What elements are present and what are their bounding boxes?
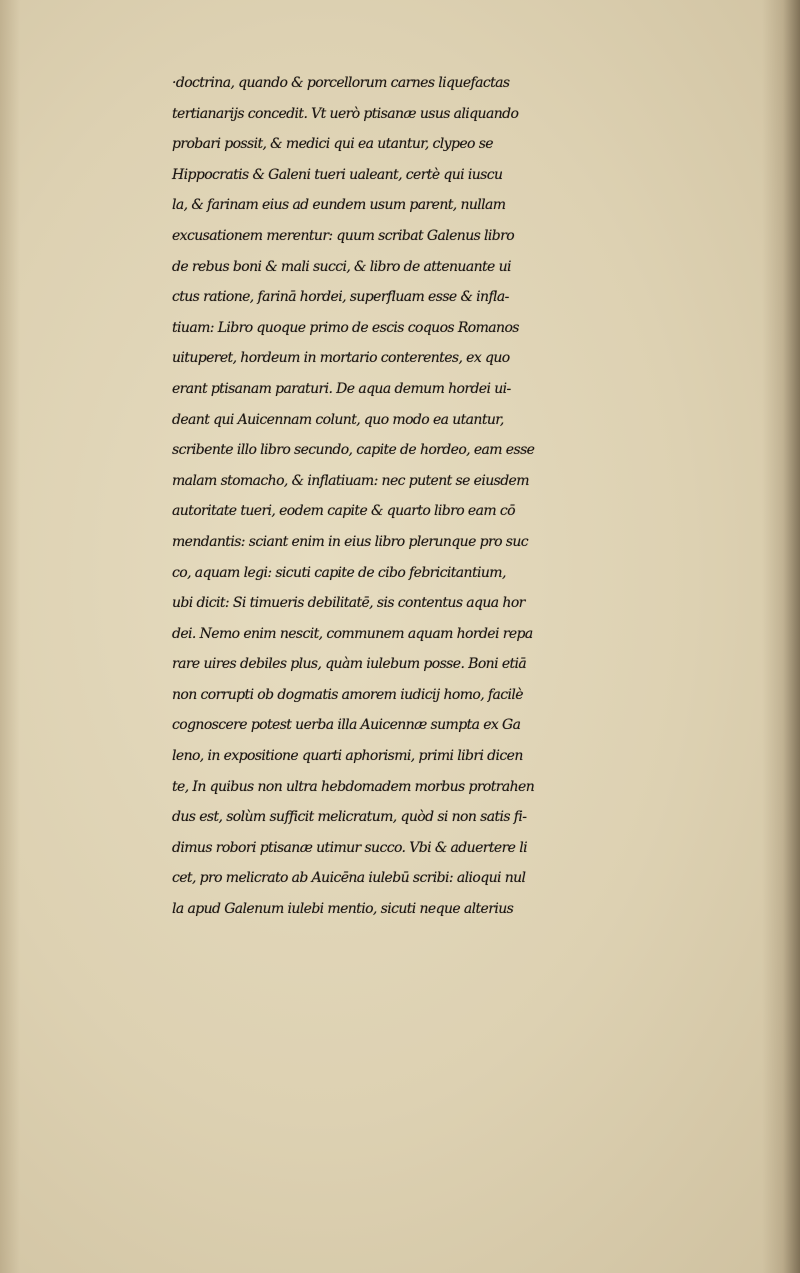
text-line: dimus robori ptisanæ utimur succo. Vbi & aduertere li <box>172 839 527 856</box>
text-line: ctus ratione, farinā hordei, superfluam esse & infla- <box>172 289 509 306</box>
text-line: probari possit, & medici qui ea utantur, clypeo se <box>172 136 493 153</box>
text-line: scribente illo libro secundo, capite de hordeo, eam esse <box>172 442 535 459</box>
text-line: excusationem merentur: quum scribat Galenus libro <box>172 227 515 244</box>
text-line: tiuam: Libro quoque primo de escis coquos Romanos <box>172 319 519 336</box>
latin-text-block <box>172 68 800 925</box>
text-line: cognoscere potest uerba illa Auicennæ sumpta ex Ga <box>172 717 521 734</box>
text-line: Hippocratis & Galeni tueri ualeant, certè qui iuscu <box>172 166 503 183</box>
text-line: mendantis: sciant enim in eius libro plerunque pro suc <box>172 533 528 550</box>
text-line: dus est, solùm sufficit melicratum, quòd si non satis fi- <box>172 809 527 826</box>
text-line: deant qui Auicennam colunt, quo modo ea utantur, <box>172 411 504 428</box>
text-line: tertianarijs concedit. Vt uerò ptisanæ usus aliquando <box>172 105 519 122</box>
text-line: autoritate tueri, eodem capite & quarto libro eam cō <box>172 503 515 520</box>
text-line: la apud Galenum iulebi mentio, sicuti neque alterius <box>172 901 514 918</box>
text-line: ubi dicit: Si timueris debilitatē, sis contentus aqua hor <box>172 595 525 612</box>
text-line: te, In quibus non ultra hebdomadem morbus protrahen <box>172 778 535 795</box>
text-line: la, & farinam eius ad eundem usum parent, nullam <box>172 197 506 214</box>
text-line: rare uires debiles plus, quàm iulebum posse. Boni etiā <box>172 656 527 673</box>
text-line: non corrupti ob dogmatis amorem iudicij homo, facilè <box>172 686 523 703</box>
text-line: malam stomacho, & inflatiuam: nec putent se eiusdem <box>172 472 529 489</box>
text-line: uituperet, hordeum in mortario conterentes, ex quo <box>172 350 510 367</box>
text-line: de rebus boni & mali succi, & libro de attenuante ui <box>172 258 511 275</box>
text-line: cet, pro melicrato ab Auicēna iulebū scribi: alioqui nul <box>172 870 526 887</box>
text-line: co, aquam legi: sicuti capite de cibo febricitantium, <box>172 564 506 581</box>
text-line: leno, in expositione quarti aphorismi, primi libri dicen <box>172 748 523 765</box>
text-line: dei. Nemo enim nescit, communem aquam hordei repa <box>172 625 533 642</box>
text-line: ·doctrina, quando & porcellorum carnes liquefactas <box>172 75 510 91</box>
text-line: erant ptisanam paraturi. De aqua demum hordei ui- <box>172 380 511 397</box>
page-left-edge <box>0 0 20 1273</box>
